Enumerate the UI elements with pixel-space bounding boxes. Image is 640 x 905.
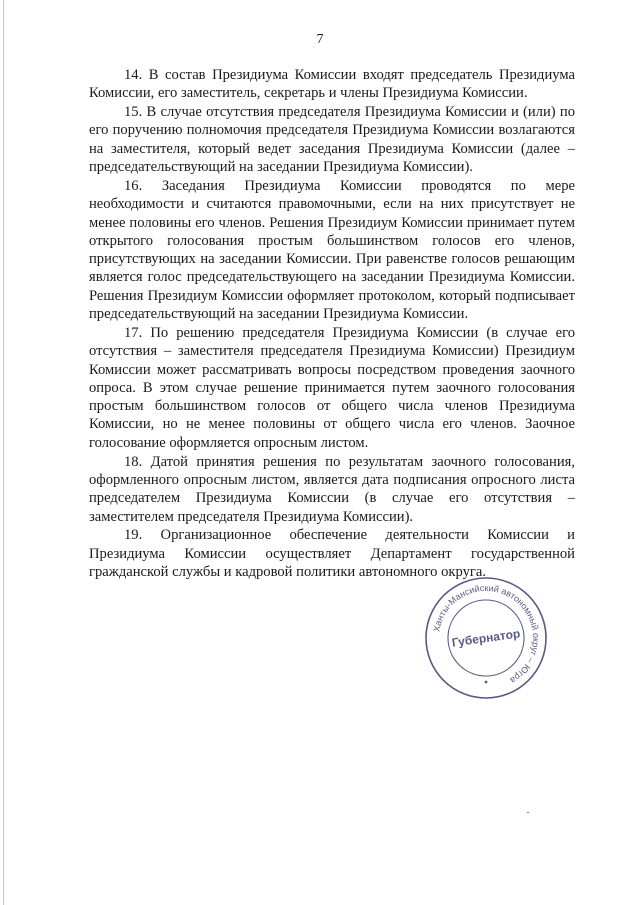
official-seal-stamp [422,574,550,702]
paragraph-14: 14. В состав Президиума Комиссии входят председатель Президиума Комиссии, его заместитель, секретарь и члены Президиума Комиссии. [89,67,575,102]
paragraph-18: 18. Датой принятия решения по результатам заочного голосования, оформленного опросным листом, является дата подписания опросного листа председателем Президиума Комиссии (в случае его отсутствия – заместителем председателя Президиума Комиссии). [89,453,575,525]
paragraph-17: 17. По решению председателя Президиума Комиссии (в случае его отсутствия – заместителя председателя Президиума Комиссии) Президиум Комиссии может рассматривать вопросы посредством проведения заочного опроса. В этом случае решение принимается путем заочного голосования простым большинством голосов от общего числа членов Президиума Комиссии, но не менее половины от общего числа его членов. Заочное голосование оформляется опросным листом. [89,324,575,451]
body-text [89,66,575,582]
paragraph-19: 19. Организационное обеспечение деятельности Комиссии и Президиума Комиссии осуществляет Департамент государственной гражданской службы и кадровой политики автономного округа. [89,527,575,580]
seal-ring-text: Ханты-Мансийский автономный округ – Югра [431,582,542,686]
scan-speck [527,812,529,813]
paragraph-15: 15. В случае отсутствия председателя Президиума Комиссии и (или) по его поручению полномочия председателя Президиума Комиссии возлагаются на заместителя, который ведет заседания Президиума Комиссии (далее – председательствующий на заседании Президиума Комиссии). [89,104,575,176]
scan-edge-line [3,0,4,905]
seal-dot [485,681,488,684]
paragraph-16: 16. Заседания Президиума Комиссии проводятся по мере необходимости и считаются правомочными, если на них присутствует не менее половины его членов. Решения Президиум Комиссии принимает путем открытого голосования простым большинством голосов его членов, присутствующих на заседании Комиссии. При равенстве голосов решающим является голос председательствующего на заседании Президиума Комиссии. Решения Президиум Комиссии оформляет протоколом, который подписывает председательствующий на заседании Президиума Комиссии. [89,177,575,323]
seal-center-text: Губернатор [450,626,522,650]
page-number: 7 [316,32,324,47]
